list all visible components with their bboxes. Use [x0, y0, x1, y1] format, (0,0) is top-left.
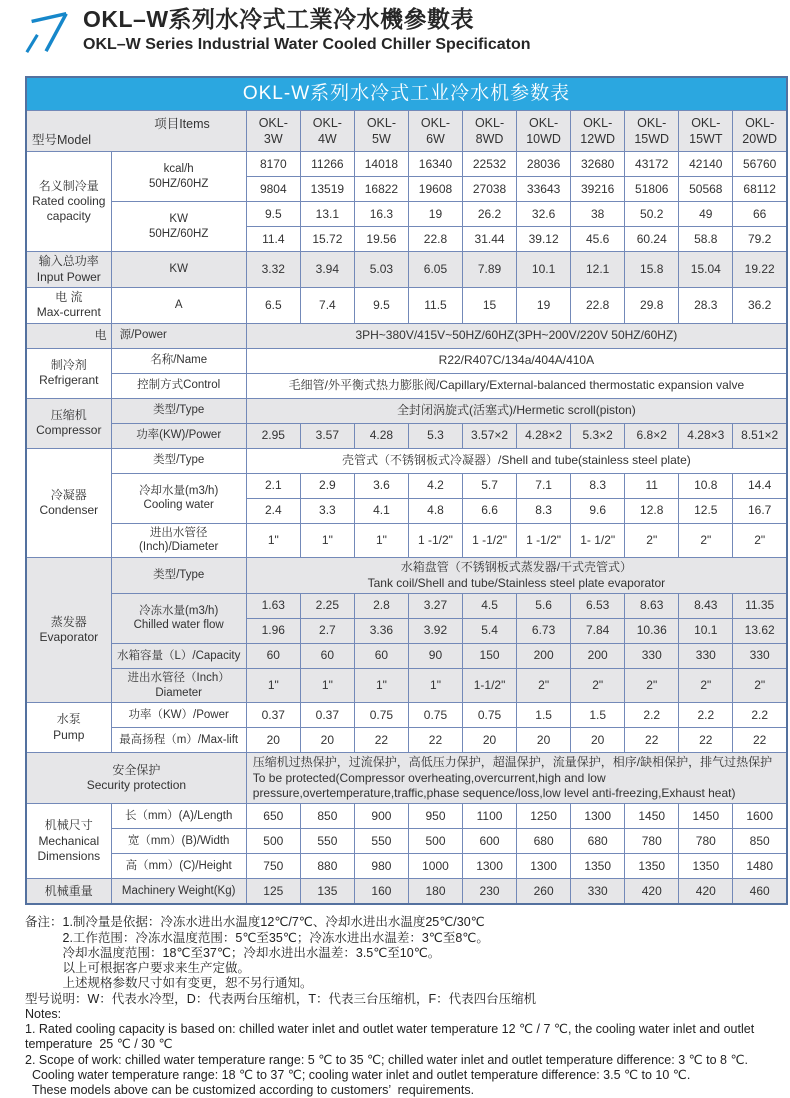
value-cell: 19 [517, 288, 571, 324]
value-cell: 1 -1/2" [517, 523, 571, 557]
model-column-header: OKL- 4W [300, 111, 354, 152]
value-cell: 3.57 [300, 423, 354, 448]
value-cell: 3.57×2 [463, 423, 517, 448]
model-column-header: OKL- 10WD [517, 111, 571, 152]
value-cell: 19.56 [354, 227, 408, 252]
value-cell: 10.36 [625, 618, 679, 643]
row-item-label: kcal/h 50HZ/60HZ [111, 152, 246, 202]
value-cell: 3.94 [300, 252, 354, 288]
value-cell: 980 [354, 854, 408, 879]
value-cell: 7.89 [463, 252, 517, 288]
value-cell: 14.4 [733, 473, 787, 498]
value-cell: 600 [463, 829, 517, 854]
row-item-label: 控制方式Control [111, 373, 246, 398]
section-label-refrigerant: 制冷剂 Refrigerant [26, 348, 111, 398]
value-cell: 330 [733, 643, 787, 668]
section-label-security-protection: 安全保护 Security protection [26, 753, 246, 804]
value-cell: 200 [571, 643, 625, 668]
section-label-evaporator: 蒸发器 Evaporator [26, 558, 111, 703]
value-cell: 850 [733, 829, 787, 854]
model-column-header: OKL- 6W [408, 111, 462, 152]
model-column-header: OKL- 20WD [733, 111, 787, 152]
value-cell: 32.6 [517, 202, 571, 227]
value-cell: 1350 [679, 854, 733, 879]
value-cell: 680 [571, 829, 625, 854]
value-cell: 6.5 [246, 288, 300, 324]
model-column-header: OKL- 3W [246, 111, 300, 152]
value-cell: 56760 [733, 152, 787, 177]
value-cell: 22 [733, 728, 787, 753]
value-cell: 20 [571, 728, 625, 753]
value-cell: 50.2 [625, 202, 679, 227]
value-cell: 5.3×2 [571, 423, 625, 448]
note-line-zh: 上述规格参数尺寸如有变更，恕不另行通知。 [25, 976, 313, 991]
row-item-label: 进出水管径（Inch） Diameter [111, 668, 246, 702]
note-line-zh: 型号说明：W：代表水冷型，D：代表两台压缩机，T：代表三台压缩机，F：代表四台压缩机 [25, 991, 537, 1006]
note-line-zh: 备注：1.制冷量是依据：冷冻水进出水温度12℃/7℃、冷却水进出水温度25℃/30℃ [25, 915, 485, 930]
value-cell: 15 [463, 288, 517, 324]
value-cell: 1.96 [246, 618, 300, 643]
value-cell: 28036 [517, 152, 571, 177]
value-cell: 200 [517, 643, 571, 668]
value-cell: 330 [679, 643, 733, 668]
value-cell: 1250 [517, 804, 571, 829]
value-cell: 420 [625, 879, 679, 905]
value-cell: 9804 [246, 177, 300, 202]
value-cell: 22.8 [408, 227, 462, 252]
value-cell: 1-1/2" [463, 668, 517, 702]
model-column-header: OKL- 8WD [463, 111, 517, 152]
merged-value-cell: 壳管式（不锈钢板式冷凝器）/Shell and tube(stainless steel plate) [246, 448, 787, 473]
note-line-en: 1. Rated cooling capacity is based on: chilled water inlet and outlet water temperature 12 ℃ / 7 ℃, the cooling water inlet and outlet [25, 1022, 755, 1037]
value-cell: 780 [625, 829, 679, 854]
value-cell: 19.22 [733, 252, 787, 288]
value-cell: 9.5 [246, 202, 300, 227]
row-item-label: A [111, 288, 246, 324]
row-item-label: 名称/Name [111, 348, 246, 373]
value-cell: 460 [733, 879, 787, 905]
merged-value-cell: R22/R407C/134a/404A/410A [246, 348, 787, 373]
value-cell: 1" [354, 668, 408, 702]
value-cell: 8.3 [517, 498, 571, 523]
value-cell: 3.32 [246, 252, 300, 288]
value-cell: 1.63 [246, 593, 300, 618]
value-cell: 0.37 [300, 703, 354, 728]
value-cell: 22532 [463, 152, 517, 177]
value-cell: 6.8×2 [625, 423, 679, 448]
row-item-label: 功率（KW）/Power [111, 703, 246, 728]
value-cell: 1600 [733, 804, 787, 829]
note-line-zh: 2.工作范围：冷冻水温度范围：5℃至35℃；冷冻水进出水温差：3℃至8℃。 [25, 930, 489, 945]
value-cell: 5.03 [354, 252, 408, 288]
value-cell: 4.28×2 [517, 423, 571, 448]
row-item-label: Machinery Weight(Kg) [111, 879, 246, 905]
value-cell: 60 [354, 643, 408, 668]
value-cell: 50568 [679, 177, 733, 202]
value-cell: 22 [679, 728, 733, 753]
value-cell: 2" [625, 668, 679, 702]
value-cell: 13519 [300, 177, 354, 202]
value-cell: 13.62 [733, 618, 787, 643]
value-cell: 780 [679, 829, 733, 854]
note-line-en: temperature 25 ℃ / 30 ℃ [25, 1037, 173, 1052]
value-cell: 3.27 [408, 593, 462, 618]
value-cell: 90 [408, 643, 462, 668]
value-cell: 680 [517, 829, 571, 854]
spec-table [25, 76, 788, 905]
value-cell: 900 [354, 804, 408, 829]
model-column-header: OKL- 5W [354, 111, 408, 152]
value-cell: 19608 [408, 177, 462, 202]
value-cell: 5.3 [408, 423, 462, 448]
value-cell: 125 [246, 879, 300, 905]
value-cell: 0.75 [354, 703, 408, 728]
value-cell: 10.1 [679, 618, 733, 643]
value-cell: 2" [679, 668, 733, 702]
value-cell: 2.95 [246, 423, 300, 448]
value-cell: 0.75 [408, 703, 462, 728]
value-cell: 1480 [733, 854, 787, 879]
value-cell: 135 [300, 879, 354, 905]
value-cell: 7.1 [517, 473, 571, 498]
value-cell: 2.7 [300, 618, 354, 643]
value-cell: 43172 [625, 152, 679, 177]
value-cell: 58.8 [679, 227, 733, 252]
value-cell: 2" [679, 523, 733, 557]
value-cell: 3.6 [354, 473, 408, 498]
value-cell: 550 [300, 829, 354, 854]
note-line-en: These models above can be customized according to customers’ requirements. [25, 1083, 475, 1098]
value-cell: 36.2 [733, 288, 787, 324]
value-cell: 16822 [354, 177, 408, 202]
merged-value-cell: 水箱盘管（不锈钢板式蒸发器/干式壳管式） Tank coil/Shell and tube/Stainless steel plate evaporator [246, 558, 787, 594]
value-cell: 11.4 [246, 227, 300, 252]
row-item-label: 类型/Type [111, 398, 246, 423]
value-cell: 2" [571, 668, 625, 702]
value-cell: 27038 [463, 177, 517, 202]
value-cell: 9.6 [571, 498, 625, 523]
value-cell: 2.25 [300, 593, 354, 618]
value-cell: 12.8 [625, 498, 679, 523]
value-cell: 8170 [246, 152, 300, 177]
page-subtitle: OKL–W Series Industrial Water Cooled Chiller Specificaton [83, 35, 531, 53]
note-line-zh: 冷却水温度范围：18℃至37℃；冷却水进出水温差：3.5℃至10℃。 [25, 945, 441, 960]
value-cell: 20 [517, 728, 571, 753]
value-cell: 1300 [517, 854, 571, 879]
value-cell: 850 [300, 804, 354, 829]
row-item-label: 进出水管径 (Inch)/Diameter [111, 523, 246, 557]
value-cell: 16340 [408, 152, 462, 177]
value-cell: 22 [354, 728, 408, 753]
value-cell: 12.5 [679, 498, 733, 523]
value-cell: 39216 [571, 177, 625, 202]
row-item-label: 冷冻水量(m3/h) Chilled water flow [111, 593, 246, 643]
value-cell: 260 [517, 879, 571, 905]
value-cell: 880 [300, 854, 354, 879]
section-label-rated-cooling: 名义制冷量 Rated cooling capacity [26, 152, 111, 252]
value-cell: 1" [408, 668, 462, 702]
note-line-en: Notes: [25, 1006, 62, 1021]
value-cell: 9.5 [354, 288, 408, 324]
value-cell: 10.8 [679, 473, 733, 498]
value-cell: 20 [463, 728, 517, 753]
value-cell: 500 [408, 829, 462, 854]
value-cell: 2.2 [625, 703, 679, 728]
section-label-max-current: 电 流 Max-current [26, 288, 111, 324]
value-cell: 5.6 [517, 593, 571, 618]
value-cell: 22 [408, 728, 462, 753]
value-cell: 51806 [625, 177, 679, 202]
value-cell: 4.1 [354, 498, 408, 523]
value-cell: 4.5 [463, 593, 517, 618]
value-cell: 16.7 [733, 498, 787, 523]
value-cell: 32680 [571, 152, 625, 177]
row-item-label: 水箱容量（L）/Capacity [111, 643, 246, 668]
merged-value-cell: 3PH~380V/415V~50HZ/60HZ(3PH~200V/220V 50HZ/60HZ) [246, 323, 787, 348]
value-cell: 1100 [463, 804, 517, 829]
value-cell: 500 [246, 829, 300, 854]
value-cell: 22.8 [571, 288, 625, 324]
value-cell: 31.44 [463, 227, 517, 252]
value-cell: 10.1 [517, 252, 571, 288]
value-cell: 22 [625, 728, 679, 753]
value-cell: 1350 [625, 854, 679, 879]
value-cell: 60.24 [625, 227, 679, 252]
value-cell: 150 [463, 643, 517, 668]
value-cell: 3.92 [408, 618, 462, 643]
row-item-label: KW [111, 252, 246, 288]
value-cell: 60 [246, 643, 300, 668]
value-cell: 5.7 [463, 473, 517, 498]
value-cell: 2" [733, 523, 787, 557]
value-cell: 28.3 [679, 288, 733, 324]
value-cell: 45.6 [571, 227, 625, 252]
value-cell: 1 -1/2" [408, 523, 462, 557]
value-cell: 5.4 [463, 618, 517, 643]
value-cell: 420 [679, 879, 733, 905]
value-cell: 550 [354, 829, 408, 854]
merged-value-cell: 毛细管/外平衡式热力膨胀阀/Capillary/External-balanced thermostatic expansion valve [246, 373, 787, 398]
notes-section [25, 915, 790, 1098]
page-title: OKL–W系列水冷式工業冷水機參數表 [83, 6, 475, 32]
value-cell: 68112 [733, 177, 787, 202]
value-cell: 4.8 [408, 498, 462, 523]
value-cell: 16.3 [354, 202, 408, 227]
value-cell: 15.04 [679, 252, 733, 288]
value-cell: 0.75 [463, 703, 517, 728]
row-item-label: 类型/Type [111, 448, 246, 473]
row-item-label: 高（mm）(C)/Height [111, 854, 246, 879]
title-block [83, 6, 790, 54]
value-cell: 1350 [571, 854, 625, 879]
value-cell: 330 [571, 879, 625, 905]
value-cell: 160 [354, 879, 408, 905]
section-label-pump: 水泵 Pump [26, 703, 111, 753]
section-label-condenser: 冷凝器 Condenser [26, 448, 111, 557]
value-cell: 750 [246, 854, 300, 879]
note-line-en: 2. Scope of work: chilled water temperature range: 5 ℃ to 35 ℃; chilled water inlet and outlet temperature difference: 3 ℃ to 8 ℃. [25, 1052, 748, 1067]
value-cell: 20 [246, 728, 300, 753]
merged-value-cell: 压缩机过热保护，过流保护，高低压力保护，超温保护，流量保护，相序/缺相保护，排气过热保护 To be protected(Compressor overheating,overcurrent,high and low pressure,overtemperature,traffic,phase sequence/loss,low level anti-freezing,Exhaust heat) [246, 753, 787, 804]
value-cell: 3.3 [300, 498, 354, 523]
value-cell: 1- 1/2" [571, 523, 625, 557]
section-label-power-source: 电 [26, 323, 111, 348]
value-cell: 8.43 [679, 593, 733, 618]
value-cell: 7.4 [300, 288, 354, 324]
row-item-label: 源/Power [111, 323, 246, 348]
value-cell: 42140 [679, 152, 733, 177]
value-cell: 38 [571, 202, 625, 227]
value-cell: 2" [517, 668, 571, 702]
value-cell: 2.9 [300, 473, 354, 498]
value-cell: 60 [300, 643, 354, 668]
page-header [0, 0, 790, 72]
value-cell: 2.1 [246, 473, 300, 498]
value-cell: 8.63 [625, 593, 679, 618]
value-cell: 330 [625, 643, 679, 668]
section-label-machinery-weight: 机械重量 [26, 879, 111, 905]
value-cell: 1" [246, 523, 300, 557]
model-items-corner-cell [26, 111, 246, 152]
value-cell: 0.37 [246, 703, 300, 728]
corner-items-label: 项目Items [154, 117, 210, 132]
value-cell: 49 [679, 202, 733, 227]
corner-model-label: 型号Model [32, 133, 92, 148]
value-cell: 1.5 [571, 703, 625, 728]
value-cell: 6.6 [463, 498, 517, 523]
note-line-en: Cooling water temperature range: 18 ℃ to 37 ℃; cooling water inlet and outlet temperature difference: 3.5 ℃ to 10 ℃. [25, 1067, 691, 1082]
value-cell: 7.84 [571, 618, 625, 643]
value-cell: 1300 [463, 854, 517, 879]
value-cell: 33643 [517, 177, 571, 202]
note-line-zh: 以上可根据客户要求来生产定做。 [25, 961, 251, 976]
value-cell: 15.8 [625, 252, 679, 288]
value-cell: 4.28 [354, 423, 408, 448]
value-cell: 15.72 [300, 227, 354, 252]
value-cell: 39.12 [517, 227, 571, 252]
merged-value-cell: 全封闭涡旋式(活塞式)/Hermetic scroll(piston) [246, 398, 787, 423]
model-column-header: OKL- 15WT [679, 111, 733, 152]
value-cell: 6.73 [517, 618, 571, 643]
value-cell: 14018 [354, 152, 408, 177]
value-cell: 2.4 [246, 498, 300, 523]
value-cell: 8.3 [571, 473, 625, 498]
value-cell: 20 [300, 728, 354, 753]
value-cell: 2" [733, 668, 787, 702]
row-item-label: 类型/Type [111, 558, 246, 594]
value-cell: 2.2 [679, 703, 733, 728]
value-cell: 950 [408, 804, 462, 829]
value-cell: 2" [625, 523, 679, 557]
value-cell: 6.05 [408, 252, 462, 288]
model-column-header: OKL- 15WD [625, 111, 679, 152]
value-cell: 8.51×2 [733, 423, 787, 448]
row-item-label: KW 50HZ/60HZ [111, 202, 246, 252]
value-cell: 4.28×3 [679, 423, 733, 448]
value-cell: 26.2 [463, 202, 517, 227]
value-cell: 12.1 [571, 252, 625, 288]
section-label-mechanical-dimensions: 机械尺寸 Mechanical Dimensions [26, 804, 111, 879]
value-cell: 1" [354, 523, 408, 557]
value-cell: 1.5 [517, 703, 571, 728]
row-item-label: 功率(KW)/Power [111, 423, 246, 448]
value-cell: 1" [300, 523, 354, 557]
value-cell: 11.5 [408, 288, 462, 324]
value-cell: 180 [408, 879, 462, 905]
value-cell: 13.1 [300, 202, 354, 227]
value-cell: 1" [246, 668, 300, 702]
arrow-up-right-logo-icon [22, 6, 72, 56]
section-label-compressor: 压缩机 Compressor [26, 398, 111, 448]
value-cell: 230 [463, 879, 517, 905]
value-cell: 11 [625, 473, 679, 498]
value-cell: 650 [246, 804, 300, 829]
value-cell: 66 [733, 202, 787, 227]
value-cell: 1450 [679, 804, 733, 829]
value-cell: 19 [408, 202, 462, 227]
value-cell: 4.2 [408, 473, 462, 498]
value-cell: 1450 [625, 804, 679, 829]
value-cell: 1300 [571, 804, 625, 829]
value-cell: 3.36 [354, 618, 408, 643]
value-cell: 2.8 [354, 593, 408, 618]
value-cell: 11266 [300, 152, 354, 177]
row-item-label: 宽（mm）(B)/Width [111, 829, 246, 854]
value-cell: 2.2 [733, 703, 787, 728]
value-cell: 1 -1/2" [463, 523, 517, 557]
value-cell: 29.8 [625, 288, 679, 324]
value-cell: 1" [300, 668, 354, 702]
row-item-label: 长（mm）(A)/Length [111, 804, 246, 829]
value-cell: 11.35 [733, 593, 787, 618]
row-item-label: 冷却水量(m3/h) Cooling water [111, 473, 246, 523]
spec-table-container [0, 76, 790, 905]
table-title-banner: OKL-W系列水冷式工业冷水机参数表 [26, 77, 787, 111]
section-label-input-power: 输入总功率 Input Power [26, 252, 111, 288]
value-cell: 6.53 [571, 593, 625, 618]
value-cell: 79.2 [733, 227, 787, 252]
row-item-label: 最高扬程（m）/Max-lift [111, 728, 246, 753]
model-column-header: OKL- 12WD [571, 111, 625, 152]
value-cell: 1000 [408, 854, 462, 879]
